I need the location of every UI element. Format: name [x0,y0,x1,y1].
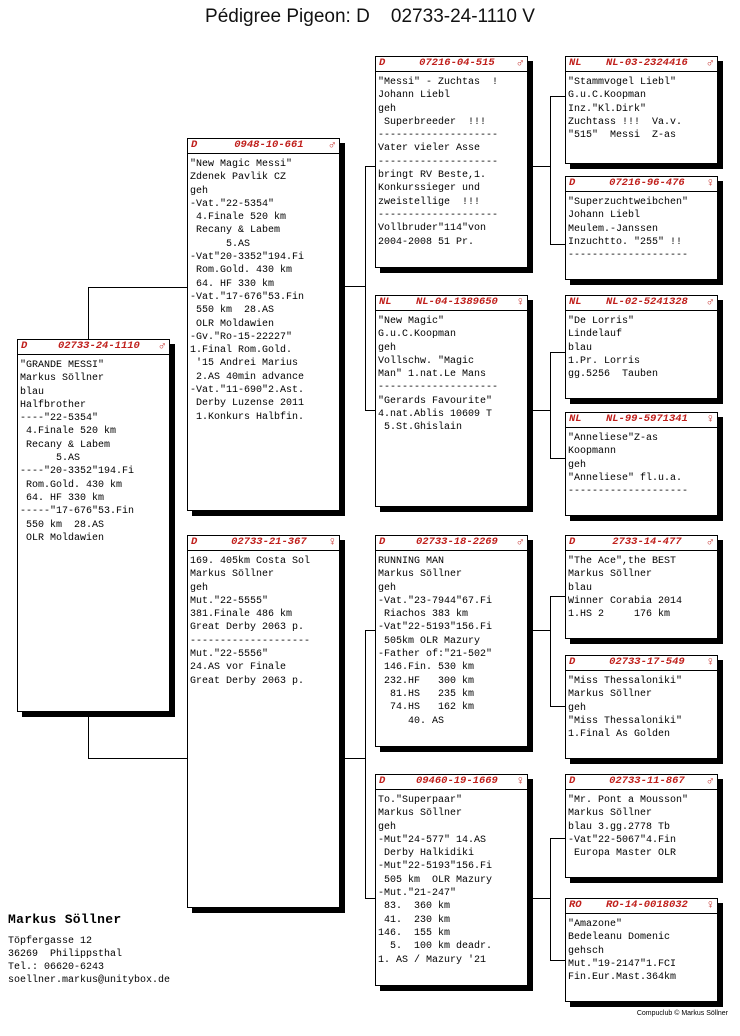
country-code: D [379,775,386,788]
card-line: "515" Messi Z-as [568,130,677,142]
card-line: geh [378,582,397,594]
footer-credit: Compuclub © Markus Söllner [636,1010,728,1017]
card-line: -------------------- [378,156,499,168]
country-code: D [569,536,576,549]
card-line: "Miss Thessaloniki" [568,715,683,727]
card-line: Mut."22-5556" [190,649,269,661]
sex-symbol: ♀ [706,656,714,670]
card-line: Recany & Labem [190,225,281,237]
card-line: 550 km 28.AS [20,519,105,531]
connector-line [550,352,551,458]
card-line: 5.St.Ghislain [378,422,463,434]
card-line: blau [568,582,593,594]
connector-line [530,630,550,631]
card-header [566,177,717,192]
sex-symbol: ♂ [706,775,714,789]
card-line: OLR Moldawien [190,318,275,330]
card-line: 4.Finale 520 km [20,426,117,438]
card-line: Inzuchtto. "255" !! [568,236,683,248]
card-line: 1. AS / Mazury '21 [378,954,487,966]
card-line: Rom.Gold. 430 km [190,265,293,277]
sex-symbol: ♂ [158,340,166,354]
pedigree-card-paternal-grandfather [375,56,528,268]
card-line: Koopmann [568,446,617,458]
card-line: Vater vieler Asse [378,143,481,155]
card-line: "Miss Thessaloniki" [568,676,683,687]
connector-line [365,166,366,410]
ring-number: NL-03-2324416 [605,57,688,70]
card-line: -------------------- [378,209,499,221]
connector-line [365,630,366,898]
connector-line [88,712,89,758]
card-header [376,57,527,72]
pedigree-card-ggm-2 [565,412,718,516]
ring-number: 09460-19-1669 [415,775,498,788]
country-code: NL [569,296,582,309]
card-line: Great Derby 2063 p. [190,675,305,687]
card-line: -Vat."23-7944"67.Fi [378,595,493,607]
card-line: 5.AS [190,238,251,250]
card-line: 146.Fin. 530 km [378,662,475,674]
card-body [18,355,169,547]
card-line: 81.HS 235 km [378,688,475,700]
card-line: 1.HS 2 176 km [568,609,671,621]
card-line: '15 Andrei Marius [190,358,299,370]
card-line: 169. 405km Costa Sol [190,556,311,567]
card-line: "Mr. Pont a Mousson" [568,795,689,806]
card-line: 1.Konkurs Halbfin. [190,411,305,423]
country-code: D [569,177,576,190]
sex-symbol: ♂ [706,296,714,310]
pedigree-card-mother [187,535,340,908]
sex-symbol: ♂ [516,536,524,550]
card-line: Riachos 383 km [378,609,469,621]
pedigree-card-father [187,138,340,511]
card-body [188,551,339,690]
card-line: 2004-2008 51 Pr. [378,236,475,248]
card-header [376,775,527,790]
connector-line [550,96,551,244]
pedigree-card-maternal-grandmother [375,774,528,986]
card-line: 24.AS vor Finale [190,662,287,674]
sex-symbol: ♂ [706,57,714,71]
card-line: -------------------- [378,130,499,142]
card-line: "De Lorris" [568,316,635,327]
card-body [376,790,527,969]
pedigree-card-ggf-1 [565,56,718,164]
sex-symbol: ♀ [516,296,524,310]
card-line: bringt RV Beste,1. [378,170,487,182]
card-line: -------------------- [378,382,499,394]
country-code: NL [569,57,582,70]
card-line: 1.Final Rom.Gold. [190,345,293,357]
card-line: -------------------- [190,635,311,647]
card-header [188,536,339,551]
card-line: geh [568,702,587,714]
card-line: 381.Finale 486 km [190,609,293,621]
ring-number: 07216-04-515 [419,57,495,70]
country-code: D [191,536,198,549]
card-line: Zuchtass !!! Va.v. [568,116,683,128]
card-line: 5. 100 km deadr. [378,941,493,953]
card-line: Mut."22-5555" [190,595,269,607]
country-code: D [21,340,28,353]
card-line: ----"20-3352"194.Fi [20,466,135,478]
sex-symbol: ♀ [706,177,714,191]
card-line: gg.5256 Tauben [568,369,659,381]
card-line: Halfbrother [20,399,87,411]
connector-line [550,838,551,960]
card-line: Great Derby 2063 p. [190,622,305,634]
card-body [566,192,717,264]
card-line: Lindelauf [568,329,623,341]
card-line: 146. 155 km [378,927,451,939]
card-line: Markus Söllner [568,569,653,581]
card-body [566,551,717,623]
card-line: geh [190,185,209,197]
ring-number: NL-04-1389650 [415,296,498,309]
card-line: 232.HF 300 km [378,675,475,687]
card-line: "GRANDE MESSI" [20,360,105,371]
card-line: "Superzuchtweibchen" [568,197,689,208]
country-code: D [191,139,198,152]
card-line: Inz."Kl.Dirk" [568,103,647,115]
card-header [566,656,717,671]
card-line: geh [190,582,209,594]
card-line: Bedeleanu Domenic [568,932,671,944]
card-body [376,311,527,437]
ring-number: 07216-96-476 [609,177,685,190]
card-line: Mut."19-2147"1.FCI [568,958,677,970]
country-code: NL [569,413,582,426]
card-line: "Anneliese" fl.u.a. [568,472,683,484]
connector-line [340,758,365,759]
card-header [566,413,717,428]
card-line: "Messi" - Zuchtas ! [378,77,499,88]
card-line: 4.Finale 520 km [190,212,287,224]
connector-line [530,166,550,167]
card-line: -Vat"22-5067"4.Fin [568,834,677,846]
country-code: NL [379,296,392,309]
card-header [376,296,527,311]
card-body [376,551,527,730]
connector-line [530,410,550,411]
card-line: Markus Söllner [568,689,653,701]
card-line: 2.AS 40min advance [190,371,305,383]
card-line: 64. HF 330 km [20,492,105,504]
pedigree-card-ggm-1 [565,176,718,280]
country-code: D [379,57,386,70]
country-code: RO [569,899,582,912]
card-line: 505 km OLR Mazury [378,874,493,886]
card-line: -Vat."11-690"2.Ast. [190,385,305,397]
card-body [566,914,717,986]
card-line: Konkurssieger und [378,183,481,195]
owner-phone: Tel.: 06620-6243 [8,962,105,973]
card-header [566,899,717,914]
card-line: blau [568,342,593,354]
card-line: geh [378,342,397,354]
card-line: Winner Corabia 2014 [568,595,683,607]
card-line: zweistellige !!! [378,196,481,208]
card-line: G.u.C.Koopman [568,90,647,102]
card-body [566,790,717,862]
card-header [188,139,339,154]
card-line: 1.Final As Golden [568,729,671,741]
card-line: 550 km 28.AS [190,305,275,317]
card-line: geh [378,821,397,833]
card-line: geh [568,459,587,471]
card-line: -Mut"22-5193"156.Fi [378,861,493,873]
card-line: Derby Halkidiki [378,848,475,860]
card-line: -Vat"20-3352"194.Fi [190,252,305,264]
card-line: geh [378,103,397,115]
card-line: -------------------- [568,250,689,262]
card-line: -Vat."22-5354" [190,198,275,210]
card-line: Man" 1.nat.Le Mans [378,369,487,381]
card-line: -------------------- [568,486,689,498]
card-line: G.u.C.Koopman [378,329,457,341]
card-line: -Gv."Ro-15-22227" [190,331,293,343]
card-line: Johann Liebl [568,210,641,222]
card-line: "The Ace",the BEST [568,556,677,567]
card-line: 1.Pr. Lorris [568,355,641,367]
pedigree-card-paternal-grandmother [375,295,528,507]
card-line: Johann Liebl [378,90,451,102]
card-line: RUNNING MAN [378,556,445,567]
pedigree-card-maternal-grandfather [375,535,528,747]
card-line: -Father of:"21-502" [378,649,493,661]
card-line: 40. AS [378,715,445,727]
card-body [376,72,527,251]
card-line: "New Magic" [378,316,445,327]
card-header [566,536,717,551]
card-line: Rom.Gold. 430 km [20,479,123,491]
pedigree-card-ggm-3 [565,655,718,759]
card-line: -Mut"24-577" 14.AS [378,834,487,846]
card-line: -----"17-676"53.Fin [20,506,135,518]
card-body [188,154,339,426]
card-line: Markus Söllner [190,569,275,581]
card-header [566,775,717,790]
card-line: Vollbruder"114"von [378,223,487,235]
card-header [376,536,527,551]
owner-address-block [8,912,198,987]
card-line: -Mut."21-247" [378,888,457,900]
ring-number: 0948-10-661 [234,139,304,152]
sex-symbol: ♀ [328,536,336,550]
card-line: -Vat."17-676"53.Fin [190,291,305,303]
owner-street: Töpfergasse 12 [8,936,93,947]
card-line: blau [20,386,45,398]
ring-number: 2733-14-477 [612,536,682,549]
card-body [566,671,717,743]
connector-line [88,287,189,288]
card-line: To."Superpaar" [378,795,463,806]
card-line: OLR Moldawien [20,532,105,544]
card-line: Europa Master OLR [568,848,677,860]
card-line: 83. 360 km [378,901,451,913]
card-line: gehsch [568,945,605,957]
pedigree-card-subject [17,339,170,712]
ring-number: 02733-21-367 [231,536,307,549]
sex-symbol: ♀ [706,413,714,427]
sex-symbol: ♀ [516,775,524,789]
country-code: D [569,775,576,788]
ring-number: 02733-24-1110 [57,340,140,353]
card-line: Markus Söllner [378,808,463,820]
connector-line [88,758,189,759]
card-line: Markus Söllner [20,373,105,385]
owner-email[interactable]: soellner.markus@unitybox.de [8,975,171,986]
card-line: 5.AS [20,453,81,465]
card-line: "Anneliese"Z-as [568,433,659,444]
country-code: D [379,536,386,549]
page-title: Pédigree Pigeon: D 02733-24-1110 V [205,6,535,27]
connector-line [88,287,89,339]
sex-symbol: ♂ [328,139,336,153]
card-line: Markus Söllner [568,808,653,820]
card-line: 505km OLR Mazury [378,635,481,647]
card-line: "Stammvogel Liebl" [568,77,677,88]
card-line: "Gerards Favourite" [378,395,493,407]
sex-symbol: ♀ [706,899,714,913]
card-line: ----"22-5354" [20,413,99,425]
card-line: Derby Luzense 2011 [190,398,305,410]
ring-number: NL-02-5241328 [605,296,688,309]
card-line: 64. HF 330 km [190,278,275,290]
sex-symbol: ♂ [516,57,524,71]
card-line: -Vat"22-5193"156.Fi [378,622,493,634]
pedigree-card-ggf-2 [565,295,718,399]
country-code: D [569,656,576,669]
card-line: Recany & Labem [20,439,111,451]
card-line: Fin.Eur.Mast.364km [568,972,677,984]
ring-number: 02733-11-867 [609,775,685,788]
pedigree-card-ggf-4 [565,774,718,878]
ring-number: 02733-18-2269 [415,536,498,549]
ring-number: RO-14-0018032 [605,899,688,912]
card-body [566,72,717,144]
card-body [566,428,717,500]
card-line: Meulem.-Janssen [568,223,659,235]
pedigree-card-ggf-3 [565,535,718,639]
card-header [566,296,717,311]
card-line: Vollschw. "Magic [378,355,475,367]
ring-number: NL-99-5971341 [605,413,688,426]
connector-line [550,596,551,706]
card-header [18,340,169,355]
card-line: Zdenek Pavlik CZ [190,172,287,184]
card-line: "New Magic Messi" [190,159,293,170]
card-line: Superbreeder !!! [378,116,487,128]
connector-line [530,898,550,899]
owner-name: Markus Söllner [8,912,122,927]
card-line: "Amazone" [568,919,623,930]
card-body [566,311,717,383]
owner-city: 36269 Philippsthal [8,949,123,960]
card-header [566,57,717,72]
sex-symbol: ♂ [706,536,714,550]
connector-line [340,286,365,287]
card-line: 4.nat.Ablis 10609 T [378,409,493,421]
card-line: blau 3.gg.2778 Tb [568,821,671,833]
pedigree-card-ggm-4 [565,898,718,1002]
card-line: 41. 230 km [378,914,451,926]
card-line: 74.HS 162 km [378,702,475,714]
card-line: Markus Söllner [378,569,463,581]
ring-number: 02733-17-549 [609,656,685,669]
